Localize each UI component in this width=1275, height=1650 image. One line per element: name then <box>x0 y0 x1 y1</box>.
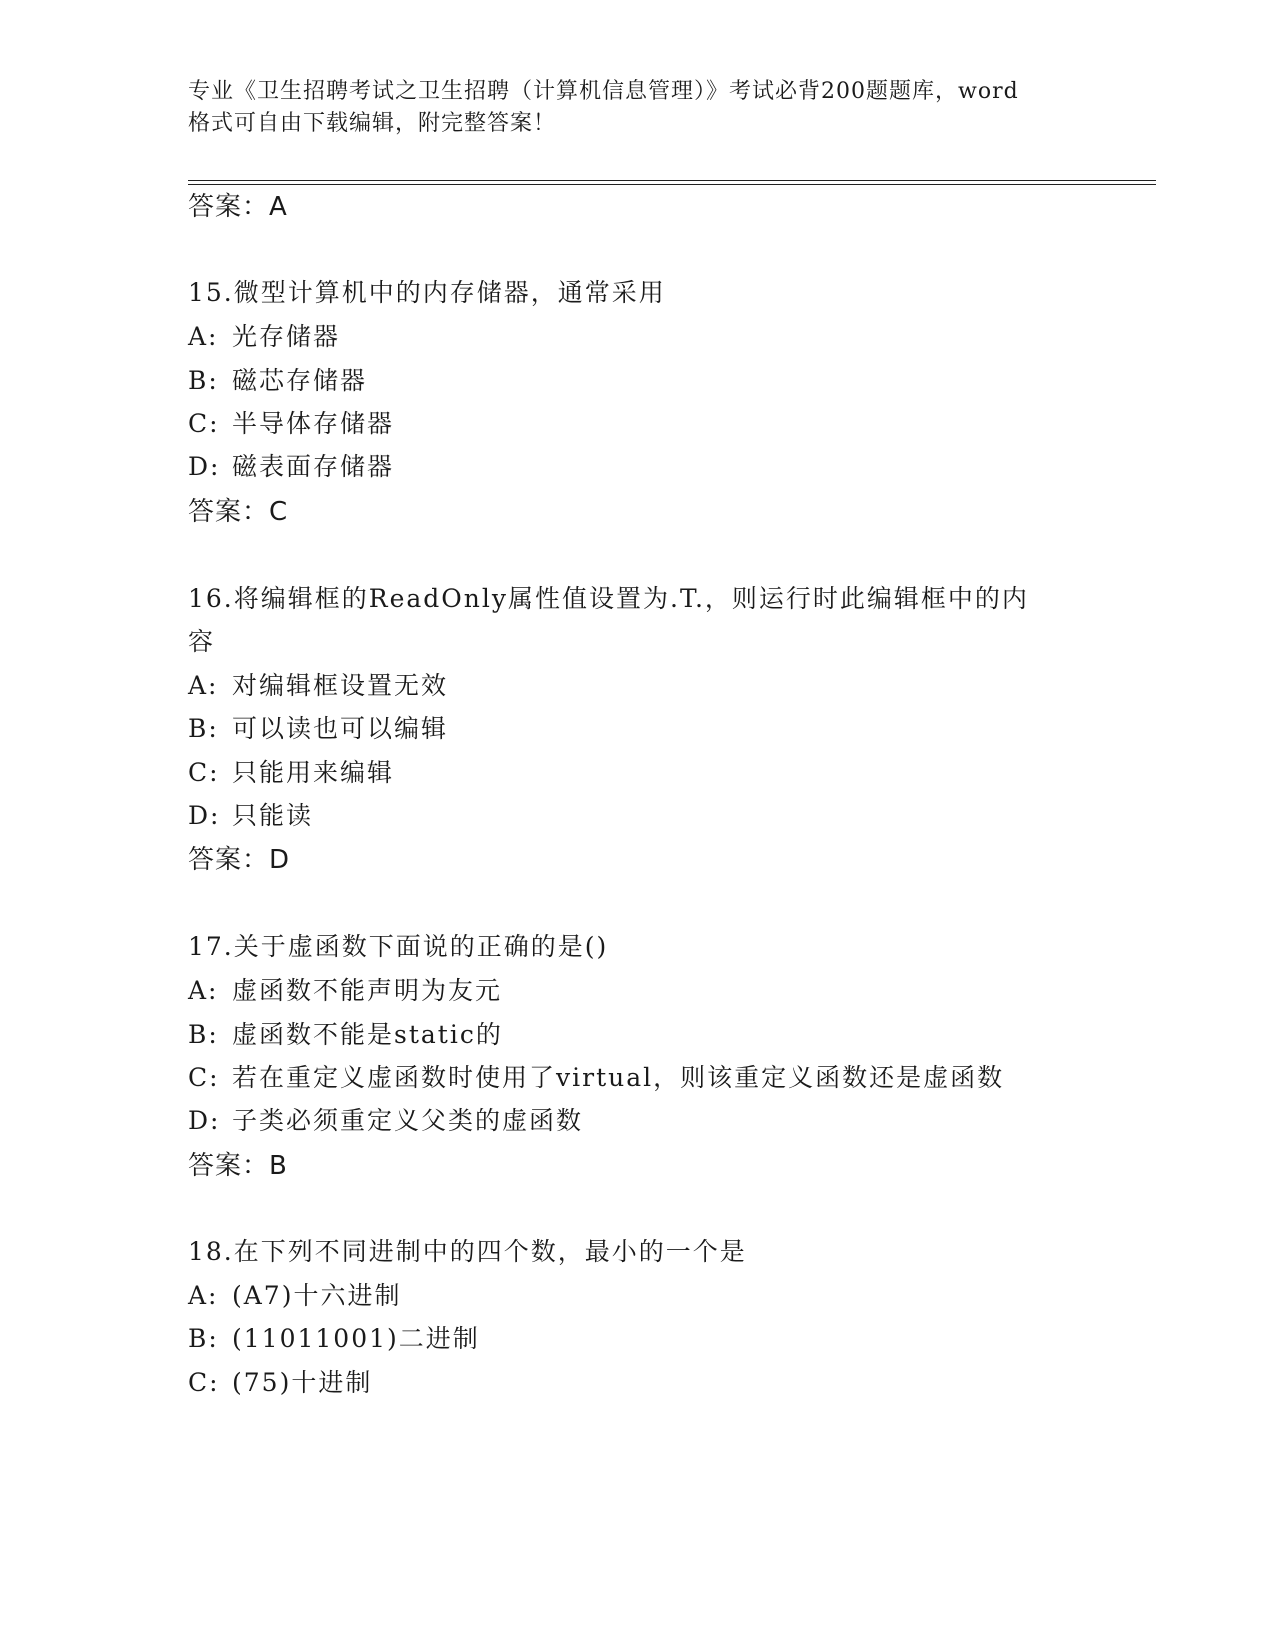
question-16-text-continued <box>188 622 215 658</box>
question-17-option-c <box>188 1058 1004 1094</box>
option-text: 磁表面存储器 <box>232 452 395 481</box>
option-text: 虚函数不能声明为友元 <box>232 976 503 1005</box>
option-label: A: <box>188 1281 219 1310</box>
option-text: 磁芯存储器 <box>232 366 368 395</box>
question-16-option-a <box>188 666 448 702</box>
question-number: 15. <box>188 278 234 307</box>
question-18-text <box>188 1232 747 1268</box>
question-15-answer <box>188 491 288 528</box>
answer-label: 答案： <box>188 497 270 527</box>
question-17-option-a <box>188 971 502 1007</box>
option-label: A: <box>188 671 219 700</box>
question-number: 18. <box>188 1237 234 1266</box>
option-label: B: <box>188 366 219 395</box>
question-16-text <box>188 579 1029 615</box>
option-label: B: <box>188 714 219 743</box>
option-text: (A7)十六进制 <box>232 1281 402 1310</box>
header-divider-bottom <box>188 184 1156 185</box>
question-15-option-c <box>188 404 394 440</box>
option-label: A: <box>188 322 219 351</box>
option-label: D: <box>188 801 221 830</box>
question-16-option-c <box>188 753 394 789</box>
header-line-1: 专业《卫生招聘考试之卫生招聘（计算机信息管理）》考试必背200题题库，word <box>188 79 1019 104</box>
question-number: 16. <box>188 584 234 613</box>
question-stem-continued: 容 <box>188 627 216 656</box>
answer-value: B <box>269 1151 288 1181</box>
question-stem: 微型计算机中的内存储器，通常采用 <box>233 278 666 307</box>
answer-line-prev <box>188 186 288 223</box>
question-17-answer <box>188 1145 288 1182</box>
option-label: D: <box>188 452 221 481</box>
question-16-option-d <box>188 796 313 832</box>
header-line-2: 格式可自由下载编辑，附完整答案！ <box>188 111 557 136</box>
option-label: C: <box>188 758 220 787</box>
question-stem: 在下列不同进制中的四个数，最小的一个是 <box>233 1237 747 1266</box>
question-15-text <box>188 273 666 309</box>
answer-value: A <box>269 192 288 222</box>
question-16-answer <box>188 839 290 876</box>
option-text: (75)十进制 <box>232 1368 373 1397</box>
question-18-option-b <box>188 1319 480 1355</box>
header-divider-top <box>188 180 1156 181</box>
option-label: D: <box>188 1106 221 1135</box>
question-17-option-d <box>188 1101 583 1137</box>
option-text: 光存储器 <box>232 322 341 351</box>
question-number: 17. <box>188 932 234 961</box>
document-header <box>188 76 1088 140</box>
option-label: B: <box>188 1324 219 1353</box>
option-label: A: <box>188 976 219 1005</box>
option-text: 虚函数不能是static的 <box>232 1020 503 1049</box>
question-stem: 关于虚函数下面说的正确的是() <box>233 932 609 961</box>
question-18-option-a <box>188 1276 401 1312</box>
option-label: B: <box>188 1020 219 1049</box>
answer-value: C <box>269 497 289 527</box>
answer-label: 答案： <box>188 192 270 222</box>
option-label: C: <box>188 1063 220 1092</box>
option-text: 半导体存储器 <box>232 409 395 438</box>
question-17-text <box>188 927 608 963</box>
option-text: (11011001)二进制 <box>232 1324 480 1353</box>
option-label: C: <box>188 409 220 438</box>
question-stem: 将编辑框的ReadOnly属性值设置为.T.，则运行时此编辑框中的内 <box>233 584 1029 613</box>
option-text: 可以读也可以编辑 <box>232 714 449 743</box>
question-15-option-b <box>188 361 367 397</box>
option-text: 只能用来编辑 <box>232 758 395 787</box>
question-16-option-b <box>188 709 448 745</box>
option-label: C: <box>188 1368 220 1397</box>
option-text: 若在重定义虚函数时使用了virtual，则该重定义函数还是虚函数 <box>232 1063 1005 1092</box>
answer-label: 答案： <box>188 845 270 875</box>
option-text: 子类必须重定义父类的虚函数 <box>232 1106 584 1135</box>
option-text: 只能读 <box>232 801 314 830</box>
answer-value: D <box>269 845 291 875</box>
answer-label: 答案： <box>188 1151 270 1181</box>
question-17-option-b <box>188 1015 503 1051</box>
question-15-option-a <box>188 317 340 353</box>
option-text: 对编辑框设置无效 <box>232 671 449 700</box>
question-18-option-c <box>188 1363 372 1399</box>
question-15-option-d <box>188 447 394 483</box>
